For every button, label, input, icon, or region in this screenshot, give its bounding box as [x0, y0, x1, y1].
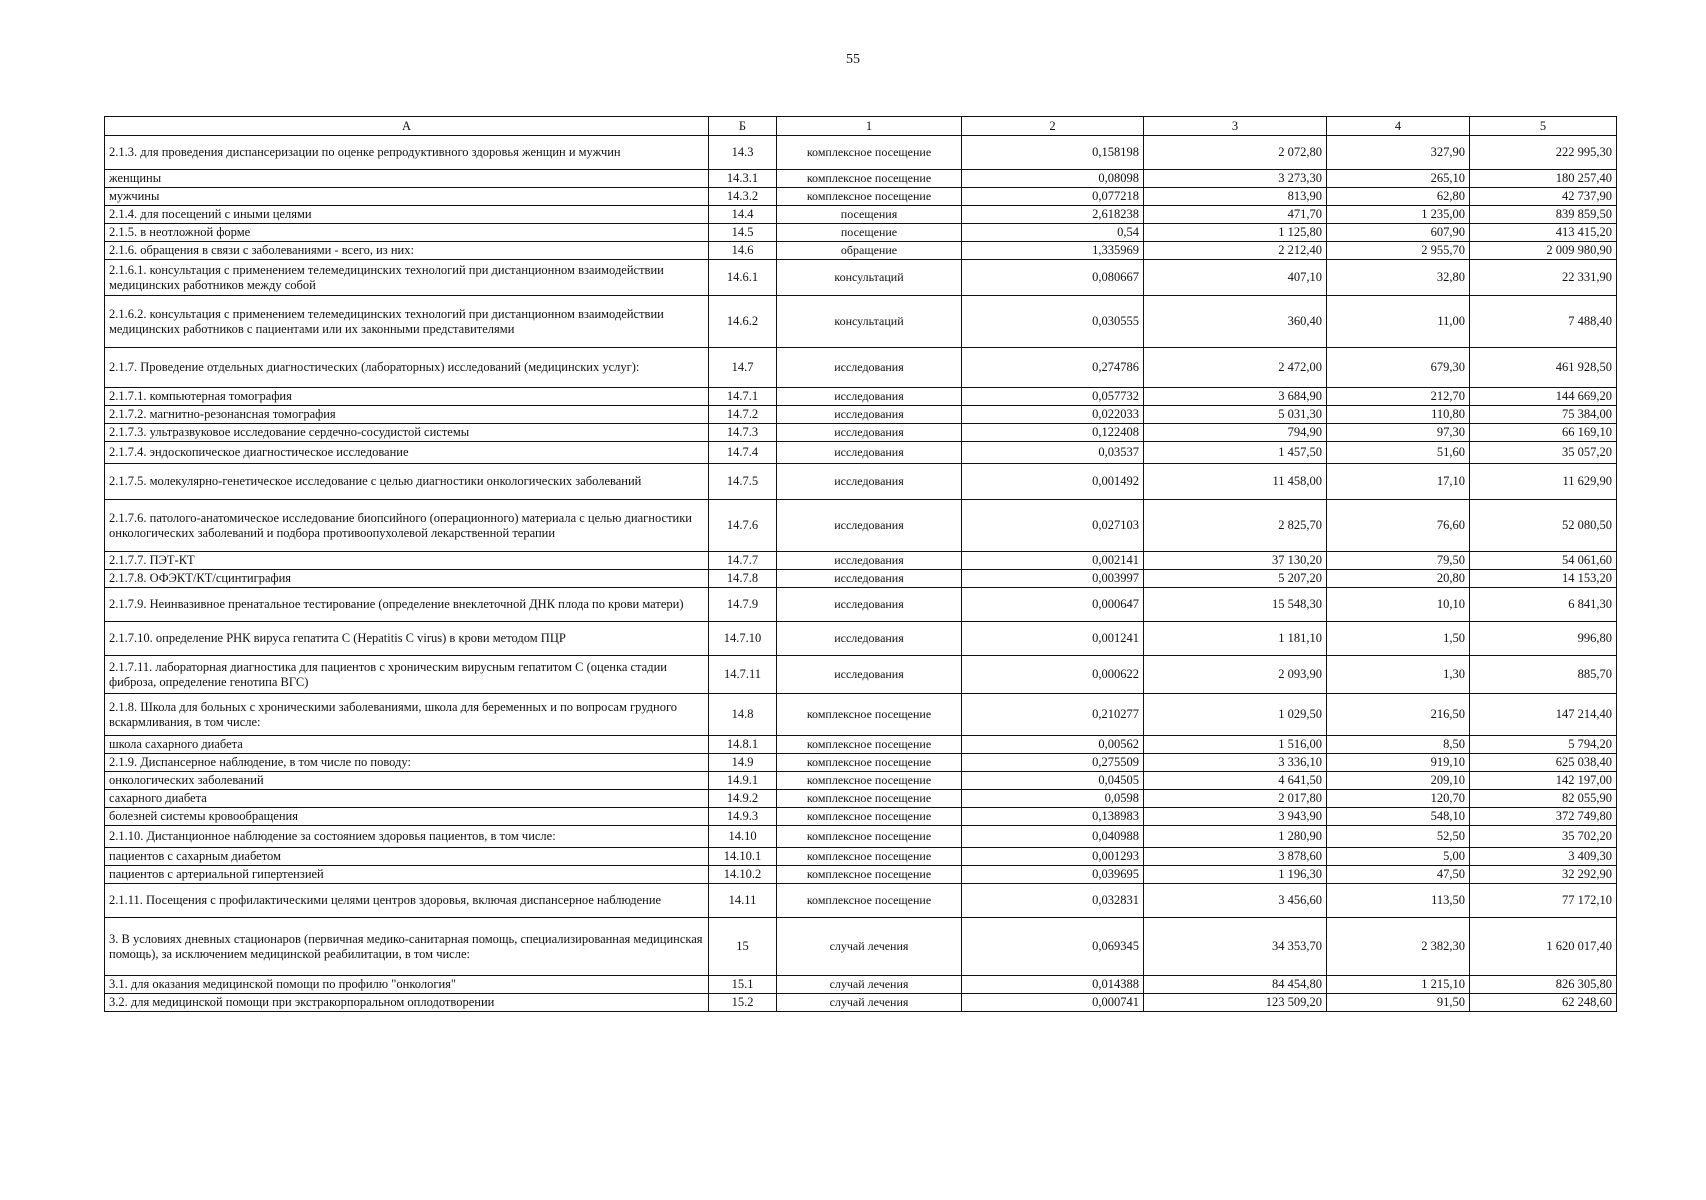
row-value-col-4: 5,00: [1327, 848, 1470, 866]
table-row: [105, 260, 1617, 296]
row-value-col-4: 1,50: [1327, 622, 1470, 656]
row-description: 2.1.7. Проведение отдельных диагностических (лабораторных) исследований (медицинских услуг):: [105, 348, 709, 388]
row-description: пациентов с артериальной гипертензией: [105, 866, 709, 884]
row-value-col-3: 813,90: [1144, 188, 1327, 206]
row-description: 2.1.7.11. лабораторная диагностика для пациентов с хроническим вирусным гепатитом С (оценка стадии фиброза, определение генотипа ВГС): [105, 656, 709, 694]
row-value-col-4: 62,80: [1327, 188, 1470, 206]
row-code: 14.7.1: [709, 388, 777, 406]
row-description: 3.2. для медицинской помощи при экстракорпоральном оплодотворении: [105, 994, 709, 1012]
row-description: женщины: [105, 170, 709, 188]
row-value-col-5: 826 305,80: [1470, 976, 1617, 994]
row-value-col-3: 1 457,50: [1144, 442, 1327, 464]
row-value-col-4: 10,10: [1327, 588, 1470, 622]
row-unit: консультаций: [777, 296, 962, 348]
row-value-col-4: 607,90: [1327, 224, 1470, 242]
row-description: 2.1.7.8. ОФЭКТ/КТ/сцинтиграфия: [105, 570, 709, 588]
row-description: 2.1.10. Дистанционное наблюдение за состоянием здоровья пациентов, в том числе:: [105, 826, 709, 848]
row-value-col-5: 35 057,20: [1470, 442, 1617, 464]
header-col-5: 5: [1470, 117, 1617, 136]
row-value-col-2: 0,274786: [962, 348, 1144, 388]
row-unit: случай лечения: [777, 918, 962, 976]
row-value-col-4: 11,00: [1327, 296, 1470, 348]
table-row: [105, 224, 1617, 242]
row-unit: комплексное посещение: [777, 136, 962, 170]
row-unit: исследования: [777, 552, 962, 570]
row-unit: комплексное посещение: [777, 790, 962, 808]
row-value-col-4: 2 382,30: [1327, 918, 1470, 976]
row-description: 2.1.7.2. магнитно-резонансная томография: [105, 406, 709, 424]
row-value-col-5: 6 841,30: [1470, 588, 1617, 622]
row-value-col-3: 5 207,20: [1144, 570, 1327, 588]
row-value-col-5: 413 415,20: [1470, 224, 1617, 242]
row-code: 14.9: [709, 754, 777, 772]
row-code: 14.5: [709, 224, 777, 242]
row-value-col-5: 1 620 017,40: [1470, 918, 1617, 976]
row-unit: исследования: [777, 464, 962, 500]
row-value-col-3: 1 125,80: [1144, 224, 1327, 242]
row-value-col-5: 144 669,20: [1470, 388, 1617, 406]
table-row: [105, 464, 1617, 500]
row-value-col-3: 2 825,70: [1144, 500, 1327, 552]
row-value-col-5: 52 080,50: [1470, 500, 1617, 552]
row-unit: исследования: [777, 656, 962, 694]
row-value-col-2: 0,001492: [962, 464, 1144, 500]
row-description: 2.1.11. Посещения с профилактическими целями центров здоровья, включая диспансерное наблюдение: [105, 884, 709, 918]
row-code: 14.7.3: [709, 424, 777, 442]
row-value-col-2: 0,069345: [962, 918, 1144, 976]
row-description: сахарного диабета: [105, 790, 709, 808]
row-value-col-3: 34 353,70: [1144, 918, 1327, 976]
row-value-col-3: 1 196,30: [1144, 866, 1327, 884]
row-value-col-2: 0,0598: [962, 790, 1144, 808]
row-value-col-3: 37 130,20: [1144, 552, 1327, 570]
row-description: 2.1.6. обращения в связи с заболеваниями - всего, из них:: [105, 242, 709, 260]
row-code: 15.2: [709, 994, 777, 1012]
table-body: [105, 136, 1617, 1012]
row-value-col-4: 91,50: [1327, 994, 1470, 1012]
row-value-col-5: 7 488,40: [1470, 296, 1617, 348]
row-value-col-4: 32,80: [1327, 260, 1470, 296]
row-value-col-2: 0,032831: [962, 884, 1144, 918]
table-row: [105, 500, 1617, 552]
row-value-col-5: 62 248,60: [1470, 994, 1617, 1012]
header-col-3: 3: [1144, 117, 1327, 136]
table-row: [105, 588, 1617, 622]
row-code: 14.6.1: [709, 260, 777, 296]
row-code: 14.6.2: [709, 296, 777, 348]
row-description: 2.1.9. Диспансерное наблюдение, в том числе по поводу:: [105, 754, 709, 772]
row-code: 14.7.6: [709, 500, 777, 552]
row-value-col-2: 0,022033: [962, 406, 1144, 424]
row-code: 15.1: [709, 976, 777, 994]
row-description: 2.1.7.10. определение РНК вируса гепатита С (Hepatitis C virus) в крови методом ПЦР: [105, 622, 709, 656]
row-unit: комплексное посещение: [777, 808, 962, 826]
row-description: мужчины: [105, 188, 709, 206]
header-col-a: А: [105, 117, 709, 136]
table-row: [105, 884, 1617, 918]
table-row: [105, 622, 1617, 656]
table-row: [105, 866, 1617, 884]
row-code: 14.8.1: [709, 736, 777, 754]
table-row: [105, 136, 1617, 170]
row-unit: комплексное посещение: [777, 754, 962, 772]
row-unit: комплексное посещение: [777, 772, 962, 790]
row-value-col-2: 0,014388: [962, 976, 1144, 994]
row-value-col-4: 1,30: [1327, 656, 1470, 694]
row-unit: комплексное посещение: [777, 736, 962, 754]
row-code: 14.10.2: [709, 866, 777, 884]
row-code: 14.4: [709, 206, 777, 224]
row-value-col-5: 66 169,10: [1470, 424, 1617, 442]
row-value-col-4: 216,50: [1327, 694, 1470, 736]
table-row: [105, 656, 1617, 694]
row-value-col-2: 0,54: [962, 224, 1144, 242]
row-description: 3.1. для оказания медицинской помощи по профилю "онкология": [105, 976, 709, 994]
row-value-col-2: 0,158198: [962, 136, 1144, 170]
row-value-col-3: 2 072,80: [1144, 136, 1327, 170]
row-unit: исследования: [777, 348, 962, 388]
row-value-col-4: 2 955,70: [1327, 242, 1470, 260]
header-col-2: 2: [962, 117, 1144, 136]
row-code: 14.9.1: [709, 772, 777, 790]
row-value-col-2: 0,002141: [962, 552, 1144, 570]
row-unit: исследования: [777, 442, 962, 464]
row-value-col-2: 0,000741: [962, 994, 1144, 1012]
table-row: [105, 424, 1617, 442]
row-value-col-4: 212,70: [1327, 388, 1470, 406]
row-unit: комплексное посещение: [777, 848, 962, 866]
row-value-col-3: 123 509,20: [1144, 994, 1327, 1012]
row-value-col-5: 885,70: [1470, 656, 1617, 694]
row-code: 14.3.1: [709, 170, 777, 188]
row-value-col-4: 51,60: [1327, 442, 1470, 464]
row-description: 2.1.7.5. молекулярно-генетическое исследование с целью диагностики онкологических заболеваний: [105, 464, 709, 500]
row-code: 14.7.7: [709, 552, 777, 570]
row-value-col-2: 0,001293: [962, 848, 1144, 866]
row-value-col-3: 360,40: [1144, 296, 1327, 348]
row-value-col-3: 5 031,30: [1144, 406, 1327, 424]
table-row: [105, 976, 1617, 994]
row-value-col-4: 113,50: [1327, 884, 1470, 918]
table-row: [105, 388, 1617, 406]
table-row: [105, 772, 1617, 790]
row-value-col-5: 42 737,90: [1470, 188, 1617, 206]
row-value-col-2: 0,001241: [962, 622, 1144, 656]
row-unit: комплексное посещение: [777, 170, 962, 188]
row-value-col-5: 372 749,80: [1470, 808, 1617, 826]
row-description: 2.1.7.6. патолого-анатомическое исследование биопсийного (операционного) материала с целью диагностики онкологических заболеваний и подбора противоопухолевой лекарственной терапии: [105, 500, 709, 552]
row-value-col-2: 0,275509: [962, 754, 1144, 772]
table-row: [105, 552, 1617, 570]
row-value-col-3: 3 336,10: [1144, 754, 1327, 772]
row-value-col-2: 0,000622: [962, 656, 1144, 694]
row-unit: обращение: [777, 242, 962, 260]
row-value-col-3: 1 029,50: [1144, 694, 1327, 736]
row-value-col-3: 15 548,30: [1144, 588, 1327, 622]
row-value-col-2: 0,027103: [962, 500, 1144, 552]
row-value-col-4: 265,10: [1327, 170, 1470, 188]
row-value-col-4: 20,80: [1327, 570, 1470, 588]
table-row: [105, 848, 1617, 866]
row-value-col-2: 0,030555: [962, 296, 1144, 348]
row-value-col-3: 2 212,40: [1144, 242, 1327, 260]
row-value-col-4: 1 215,10: [1327, 976, 1470, 994]
row-value-col-4: 76,60: [1327, 500, 1470, 552]
row-description: 2.1.8. Школа для больных с хроническими заболеваниями, школа для беременных и по вопросам грудного вскармливания, в том числе:: [105, 694, 709, 736]
row-unit: исследования: [777, 424, 962, 442]
row-value-col-5: 180 257,40: [1470, 170, 1617, 188]
row-code: 14.7.9: [709, 588, 777, 622]
row-description: 2.1.5. в неотложной форме: [105, 224, 709, 242]
row-value-col-4: 679,30: [1327, 348, 1470, 388]
row-code: 14.10: [709, 826, 777, 848]
row-value-col-2: 0,138983: [962, 808, 1144, 826]
row-value-col-2: 0,08098: [962, 170, 1144, 188]
row-code: 14.8: [709, 694, 777, 736]
row-value-col-4: 1 235,00: [1327, 206, 1470, 224]
row-value-col-2: 0,039695: [962, 866, 1144, 884]
row-value-col-2: 0,04505: [962, 772, 1144, 790]
row-value-col-4: 17,10: [1327, 464, 1470, 500]
row-value-col-5: 22 331,90: [1470, 260, 1617, 296]
page-number: 55: [846, 52, 860, 67]
row-unit: исследования: [777, 570, 962, 588]
row-unit: случай лечения: [777, 994, 962, 1012]
row-unit: посещения: [777, 206, 962, 224]
row-value-col-3: 11 458,00: [1144, 464, 1327, 500]
row-value-col-5: 461 928,50: [1470, 348, 1617, 388]
row-code: 14.7.2: [709, 406, 777, 424]
row-value-col-5: 35 702,20: [1470, 826, 1617, 848]
row-value-col-5: 147 214,40: [1470, 694, 1617, 736]
table-row: [105, 406, 1617, 424]
row-unit: комплексное посещение: [777, 694, 962, 736]
row-unit: исследования: [777, 500, 962, 552]
row-code: 15: [709, 918, 777, 976]
row-code: 14.7.5: [709, 464, 777, 500]
row-description: 2.1.7.1. компьютерная томография: [105, 388, 709, 406]
row-code: 14.3: [709, 136, 777, 170]
row-value-col-3: 471,70: [1144, 206, 1327, 224]
row-description: 2.1.4. для посещений с иными целями: [105, 206, 709, 224]
table-row: [105, 808, 1617, 826]
row-value-col-3: 1 516,00: [1144, 736, 1327, 754]
row-value-col-5: 32 292,90: [1470, 866, 1617, 884]
row-value-col-5: 5 794,20: [1470, 736, 1617, 754]
row-unit: исследования: [777, 588, 962, 622]
row-value-col-5: 11 629,90: [1470, 464, 1617, 500]
row-value-col-2: 0,040988: [962, 826, 1144, 848]
row-unit: исследования: [777, 622, 962, 656]
row-value-col-2: 0,000647: [962, 588, 1144, 622]
table-row: [105, 570, 1617, 588]
row-value-col-5: 75 384,00: [1470, 406, 1617, 424]
row-value-col-5: 142 197,00: [1470, 772, 1617, 790]
row-value-col-3: 3 456,60: [1144, 884, 1327, 918]
row-value-col-2: 0,210277: [962, 694, 1144, 736]
row-code: 14.9.2: [709, 790, 777, 808]
row-value-col-3: 1 280,90: [1144, 826, 1327, 848]
row-value-col-3: 3 878,60: [1144, 848, 1327, 866]
row-description: 2.1.7.9. Неинвазивное пренатальное тестирование (определение внеклеточной ДНК плода по крови матери): [105, 588, 709, 622]
row-value-col-4: 120,70: [1327, 790, 1470, 808]
row-unit: комплексное посещение: [777, 866, 962, 884]
row-value-col-5: 77 172,10: [1470, 884, 1617, 918]
row-value-col-3: 4 641,50: [1144, 772, 1327, 790]
row-value-col-2: 0,057732: [962, 388, 1144, 406]
row-value-col-2: 0,03537: [962, 442, 1144, 464]
table-row: [105, 694, 1617, 736]
row-value-col-3: 2 472,00: [1144, 348, 1327, 388]
row-value-col-5: 14 153,20: [1470, 570, 1617, 588]
row-description: 2.1.7.3. ультразвуковое исследование сердечно-сосудистой системы: [105, 424, 709, 442]
row-value-col-3: 2 093,90: [1144, 656, 1327, 694]
row-code: 14.7.8: [709, 570, 777, 588]
row-value-col-2: 0,003997: [962, 570, 1144, 588]
row-value-col-5: 996,80: [1470, 622, 1617, 656]
row-value-col-3: 3 684,90: [1144, 388, 1327, 406]
row-value-col-4: 919,10: [1327, 754, 1470, 772]
table-row: [105, 296, 1617, 348]
table-row: [105, 736, 1617, 754]
row-value-col-4: 97,30: [1327, 424, 1470, 442]
row-value-col-3: 794,90: [1144, 424, 1327, 442]
row-value-col-3: 3 273,30: [1144, 170, 1327, 188]
row-value-col-5: 3 409,30: [1470, 848, 1617, 866]
table-row: [105, 918, 1617, 976]
row-value-col-4: 548,10: [1327, 808, 1470, 826]
row-value-col-2: 0,00562: [962, 736, 1144, 754]
table-row: [105, 188, 1617, 206]
row-description: школа сахарного диабета: [105, 736, 709, 754]
row-value-col-4: 47,50: [1327, 866, 1470, 884]
row-unit: исследования: [777, 406, 962, 424]
row-description: 2.1.7.4. эндоскопическое диагностическое исследование: [105, 442, 709, 464]
row-unit: комплексное посещение: [777, 884, 962, 918]
row-value-col-2: 2,618238: [962, 206, 1144, 224]
header-row: [105, 117, 1617, 136]
header-col-1: 1: [777, 117, 962, 136]
row-unit: комплексное посещение: [777, 826, 962, 848]
table-row: [105, 994, 1617, 1012]
row-description: 3. В условиях дневных стационаров (первичная медико-санитарная помощь, специализированная медицинская помощь), за исключением медицинской реабилитации, в том числе:: [105, 918, 709, 976]
row-unit: комплексное посещение: [777, 188, 962, 206]
row-code: 14.11: [709, 884, 777, 918]
header-col-b: Б: [709, 117, 777, 136]
table-row: [105, 348, 1617, 388]
row-description: 2.1.6.2. консультация с применением телемедицинских технологий при дистанционном взаимодействии медицинских работников с пациентами или их законными представителями: [105, 296, 709, 348]
row-code: 14.7.11: [709, 656, 777, 694]
row-value-col-3: 84 454,80: [1144, 976, 1327, 994]
data-table: [104, 116, 1617, 1012]
row-unit: посещение: [777, 224, 962, 242]
row-value-col-5: 54 061,60: [1470, 552, 1617, 570]
table-row: [105, 206, 1617, 224]
row-unit: случай лечения: [777, 976, 962, 994]
row-value-col-2: 0,077218: [962, 188, 1144, 206]
row-description: 2.1.3. для проведения диспансеризации по оценке репродуктивного здоровья женщин и мужчин: [105, 136, 709, 170]
row-code: 14.7: [709, 348, 777, 388]
row-value-col-3: 1 181,10: [1144, 622, 1327, 656]
row-value-col-4: 327,90: [1327, 136, 1470, 170]
row-unit: исследования: [777, 388, 962, 406]
table-row: [105, 826, 1617, 848]
row-code: 14.3.2: [709, 188, 777, 206]
row-value-col-5: 839 859,50: [1470, 206, 1617, 224]
table-row: [105, 754, 1617, 772]
row-value-col-4: 110,80: [1327, 406, 1470, 424]
row-value-col-3: 3 943,90: [1144, 808, 1327, 826]
row-value-col-5: 625 038,40: [1470, 754, 1617, 772]
row-value-col-4: 8,50: [1327, 736, 1470, 754]
row-value-col-5: 2 009 980,90: [1470, 242, 1617, 260]
table-row: [105, 442, 1617, 464]
row-code: 14.7.10: [709, 622, 777, 656]
row-value-col-4: 79,50: [1327, 552, 1470, 570]
row-description: 2.1.6.1. консультация с применением телемедицинских технологий при дистанционном взаимодействии медицинских работников между собой: [105, 260, 709, 296]
table-row: [105, 170, 1617, 188]
table-row: [105, 242, 1617, 260]
row-code: 14.7.4: [709, 442, 777, 464]
row-code: 14.9.3: [709, 808, 777, 826]
row-value-col-2: 1,335969: [962, 242, 1144, 260]
row-value-col-5: 222 995,30: [1470, 136, 1617, 170]
row-description: онкологических заболеваний: [105, 772, 709, 790]
row-unit: консультаций: [777, 260, 962, 296]
row-value-col-2: 0,122408: [962, 424, 1144, 442]
row-value-col-2: 0,080667: [962, 260, 1144, 296]
row-value-col-5: 82 055,90: [1470, 790, 1617, 808]
table-row: [105, 790, 1617, 808]
row-description: пациентов с сахарным диабетом: [105, 848, 709, 866]
row-value-col-4: 209,10: [1327, 772, 1470, 790]
row-value-col-4: 52,50: [1327, 826, 1470, 848]
row-description: 2.1.7.7. ПЭТ-КТ: [105, 552, 709, 570]
header-col-4: 4: [1327, 117, 1470, 136]
row-value-col-3: 2 017,80: [1144, 790, 1327, 808]
row-code: 14.10.1: [709, 848, 777, 866]
row-value-col-3: 407,10: [1144, 260, 1327, 296]
row-code: 14.6: [709, 242, 777, 260]
row-description: болезней системы кровообращения: [105, 808, 709, 826]
